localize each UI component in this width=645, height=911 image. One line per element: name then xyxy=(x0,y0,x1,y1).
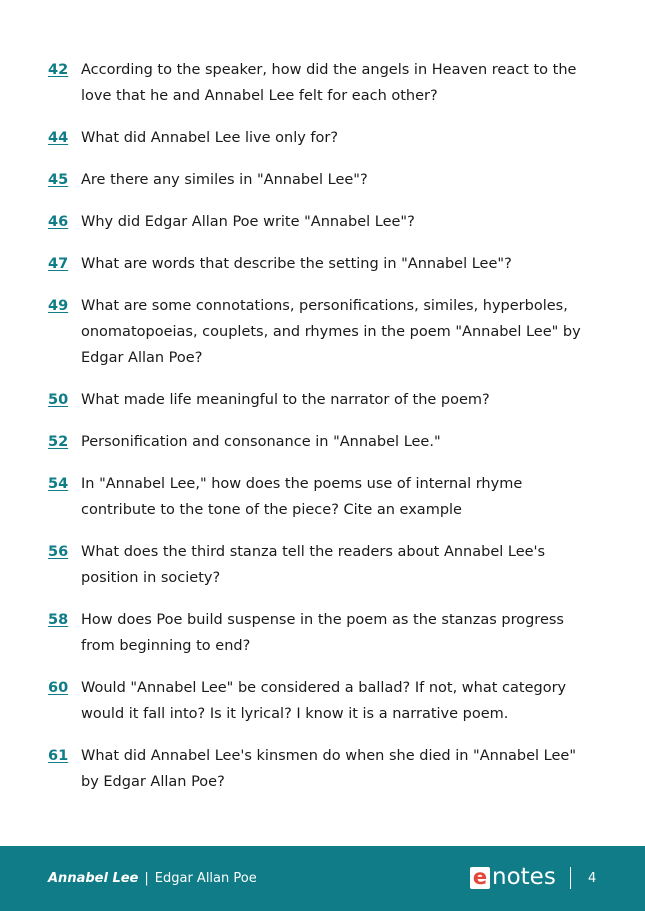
question-item xyxy=(48,125,593,151)
enotes-logo-icon xyxy=(470,864,490,889)
question-number-link[interactable]: 61 xyxy=(48,748,69,764)
question-text: In "Annabel Lee," how does the poems use of internal rhyme contribute to the tone of the piece? Cite an example xyxy=(81,476,523,518)
question-text: What does the third stanza tell the readers about Annabel Lee's position in society? xyxy=(81,544,546,586)
question-number-link[interactable]: 46 xyxy=(48,214,69,230)
question-text: What made life meaningful to the narrator of the poem? xyxy=(81,392,490,408)
question-item xyxy=(48,167,593,193)
page-number: 4 xyxy=(588,871,597,886)
question-number-link[interactable]: 56 xyxy=(48,544,69,560)
question-number-link[interactable]: 44 xyxy=(48,130,69,146)
question-text: Personification and consonance in "Annabel Lee." xyxy=(81,434,441,450)
question-list xyxy=(48,57,593,811)
enotes-logo xyxy=(470,865,556,891)
question-number-link[interactable]: 58 xyxy=(48,612,69,628)
page-footer xyxy=(0,846,645,911)
question-item xyxy=(48,607,593,659)
question-number-link[interactable]: 54 xyxy=(48,476,69,492)
enotes-logo-word: notes xyxy=(492,863,556,890)
question-item xyxy=(48,539,593,591)
question-number-link[interactable]: 42 xyxy=(48,62,69,78)
footer-author: Edgar Allan Poe xyxy=(154,871,257,886)
question-item xyxy=(48,251,593,277)
question-item xyxy=(48,471,593,523)
question-item xyxy=(48,387,593,413)
question-number-link[interactable]: 52 xyxy=(48,434,69,450)
question-text: What did Annabel Lee's kinsmen do when she died in "Annabel Lee" by Edgar Allan Poe? xyxy=(81,748,577,790)
question-item xyxy=(48,209,593,235)
question-item xyxy=(48,675,593,727)
question-item xyxy=(48,293,593,371)
question-text: According to the speaker, how did the angels in Heaven react to the love that he and Annabel Lee felt for each other? xyxy=(81,62,577,104)
question-number-link[interactable]: 60 xyxy=(48,680,69,696)
question-text: Are there any similes in "Annabel Lee"? xyxy=(81,172,368,188)
question-text: What are words that describe the setting in "Annabel Lee"? xyxy=(81,256,512,272)
question-item xyxy=(48,429,593,455)
footer-work-title: Annabel Lee xyxy=(48,871,139,886)
question-number-link[interactable]: 49 xyxy=(48,298,69,314)
footer-divider xyxy=(570,867,571,889)
question-text: What are some connotations, personifications, similes, hyperboles, onomatopoeias, couplets, and rhymes in the poem "Annabel Lee" by Edgar Allan Poe? xyxy=(81,298,581,366)
question-text: Would "Annabel Lee" be considered a ballad? If not, what category would it fall into? Is it lyrical? I know it is a narrative poem. xyxy=(81,680,567,722)
question-text: How does Poe build suspense in the poem as the stanzas progress from beginning to end? xyxy=(81,612,564,654)
question-item xyxy=(48,743,593,795)
question-number-link[interactable]: 50 xyxy=(48,392,69,408)
enotes-logo-letter: e xyxy=(472,864,488,889)
question-number-link[interactable]: 47 xyxy=(48,256,69,272)
question-text: Why did Edgar Allan Poe write "Annabel Lee"? xyxy=(81,214,415,230)
question-text: What did Annabel Lee live only for? xyxy=(81,130,339,146)
footer-citation xyxy=(48,870,257,888)
question-item xyxy=(48,57,593,109)
question-number-link[interactable]: 45 xyxy=(48,172,69,188)
footer-separator: | xyxy=(144,871,149,886)
